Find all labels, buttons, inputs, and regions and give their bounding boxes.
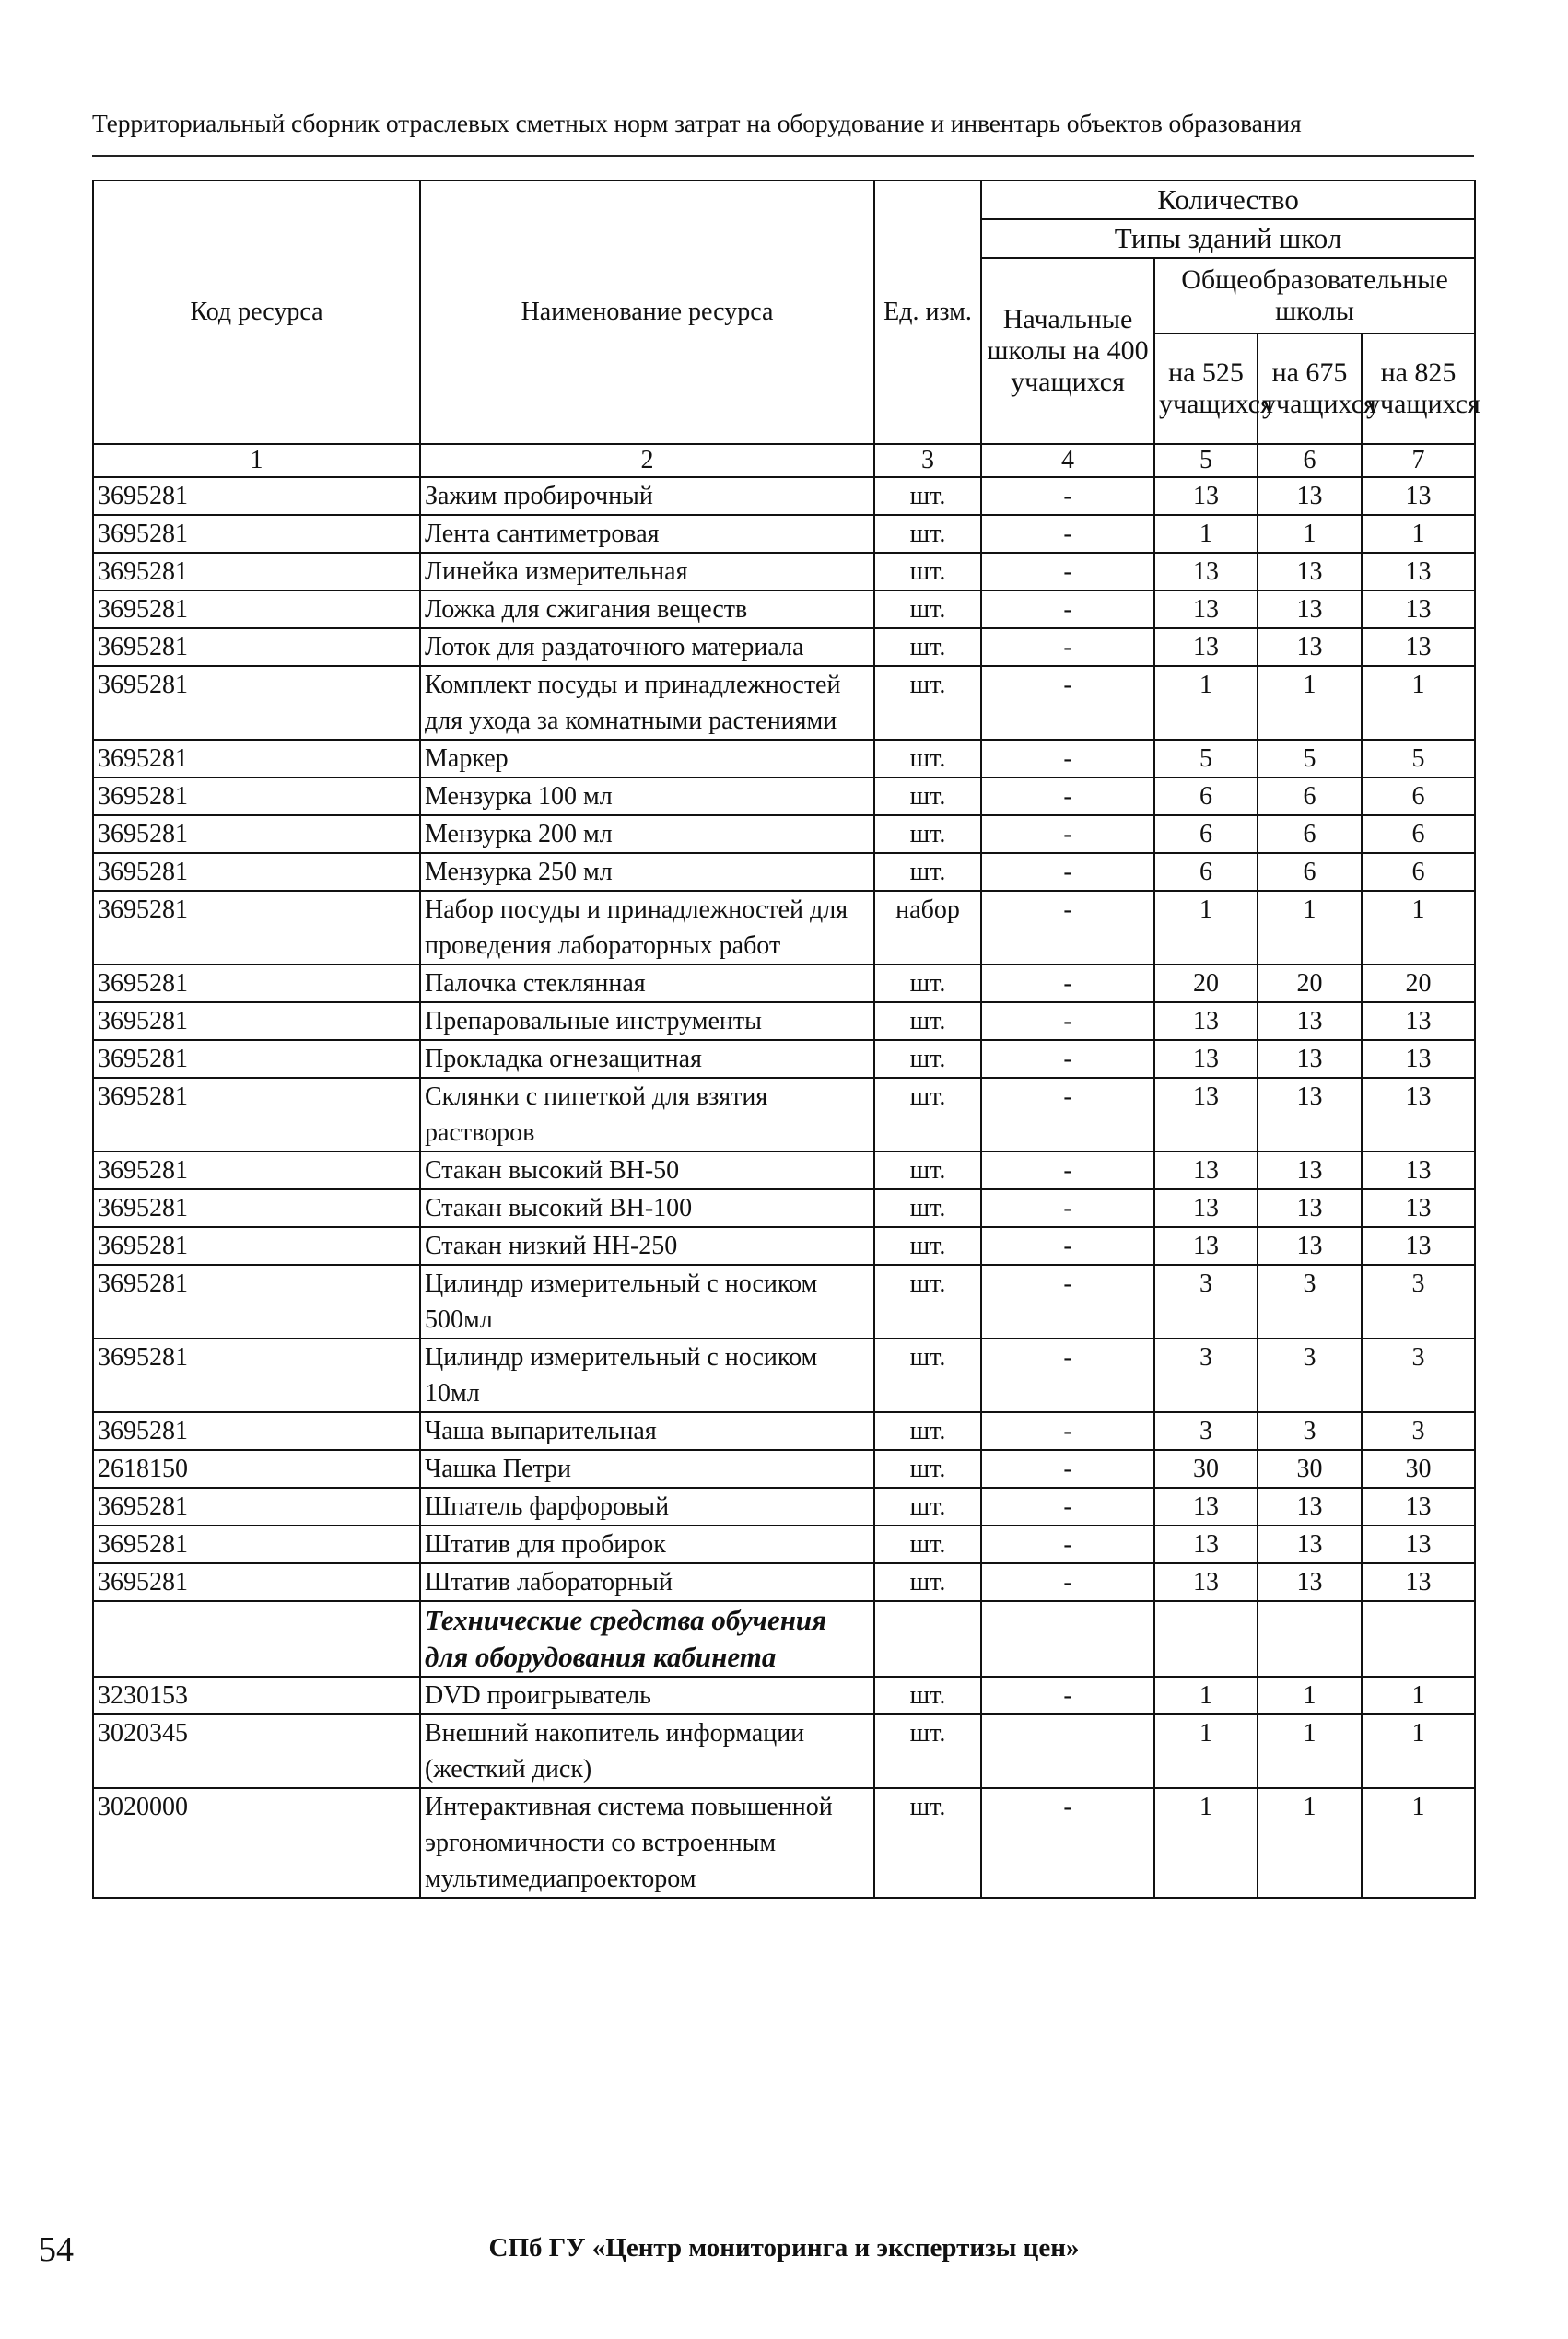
resource-code: 3695281: [93, 891, 420, 965]
header-name: Наименование ресурса: [420, 181, 874, 444]
qty-525-cell: 6: [1154, 778, 1258, 815]
resource-name: Мензурка 100 мл: [420, 778, 874, 815]
qty-525-cell: 1: [1154, 515, 1258, 553]
qty-525-cell: 13: [1154, 1227, 1258, 1265]
qty-400-cell: -: [981, 1677, 1154, 1714]
resource-code: 3695281: [93, 1227, 420, 1265]
qty-825-cell: 1: [1362, 1677, 1475, 1714]
qty-675-cell: 3: [1258, 1412, 1362, 1450]
resource-name: Линейка измерительная: [420, 553, 874, 591]
qty-675-cell: 13: [1258, 628, 1362, 666]
column-number: 6: [1258, 444, 1362, 477]
qty-400-cell: -: [981, 553, 1154, 591]
qty-675-cell: 13: [1258, 477, 1362, 515]
resource-name: Комплект посуды и принадлежностей для ухода за комнатными растениями: [420, 666, 874, 740]
resource-name: Штатив для пробирок: [420, 1526, 874, 1563]
qty-525-cell: 13: [1154, 628, 1258, 666]
qty-825-cell: 5: [1362, 740, 1475, 778]
table-row: [93, 666, 1475, 740]
unit-cell: шт.: [874, 1227, 981, 1265]
qty-525-cell: 13: [1154, 591, 1258, 628]
header-unit: Ед. изм.: [874, 181, 981, 444]
qty-525-cell: 1: [1154, 1677, 1258, 1714]
qty-825-cell: 1: [1362, 515, 1475, 553]
resource-code: 3695281: [93, 628, 420, 666]
qty-825-cell: 6: [1362, 853, 1475, 891]
resource-name: Стакан низкий НН-250: [420, 1227, 874, 1265]
table-row: [93, 740, 1475, 778]
qty-675-cell: 13: [1258, 1227, 1362, 1265]
qty-400-cell: -: [981, 1563, 1154, 1601]
unit-cell: набор: [874, 891, 981, 965]
qty-400-cell: -: [981, 591, 1154, 628]
qty-400-cell: -: [981, 891, 1154, 965]
header-rule: [92, 155, 1474, 157]
qty-825-cell: 1: [1362, 1788, 1475, 1898]
resource-code: 3695281: [93, 815, 420, 853]
qty-400-cell: -: [981, 1040, 1154, 1078]
resource-code: 3695281: [93, 1488, 420, 1526]
resource-code: 3695281: [93, 1339, 420, 1412]
qty-525-cell: 13: [1154, 1189, 1258, 1227]
table-row: [93, 1677, 1475, 1714]
header-675-students: на 675 учащихся: [1258, 333, 1362, 444]
qty-525-cell: 3: [1154, 1412, 1258, 1450]
resource-name: Набор посуды и принадлежностей для проведения лабораторных работ: [420, 891, 874, 965]
qty-675-cell: 1: [1258, 891, 1362, 965]
qty-400-cell: -: [981, 965, 1154, 1002]
qty-400-cell: -: [981, 1526, 1154, 1563]
qty-675-cell: 13: [1258, 553, 1362, 591]
resource-code: 3695281: [93, 1189, 420, 1227]
unit-cell: шт.: [874, 740, 981, 778]
table-row: [93, 1152, 1475, 1189]
qty-400-cell: -: [981, 815, 1154, 853]
table-header: [93, 181, 1480, 477]
qty-525-cell: 6: [1154, 815, 1258, 853]
table-row: [93, 965, 1475, 1002]
resource-code: 3695281: [93, 1002, 420, 1040]
table-row: [93, 591, 1475, 628]
resource-name: Препаровальные инструменты: [420, 1002, 874, 1040]
resource-code: 3695281: [93, 1078, 420, 1152]
unit-cell: шт.: [874, 1078, 981, 1152]
resource-name: DVD проигрыватель: [420, 1677, 874, 1714]
qty-825-cell: 3: [1362, 1265, 1475, 1339]
unit-cell: шт.: [874, 1526, 981, 1563]
qty-675-cell: 13: [1258, 1002, 1362, 1040]
qty-400-cell: -: [981, 1339, 1154, 1412]
unit-cell: шт.: [874, 815, 981, 853]
qty-525-cell: 13: [1154, 1078, 1258, 1152]
qty-525-cell: 13: [1154, 1526, 1258, 1563]
column-number: 1: [93, 444, 420, 477]
table-row: [93, 815, 1475, 853]
table-row: [93, 1227, 1475, 1265]
qty-675-cell: 5: [1258, 740, 1362, 778]
qty-400-cell: [981, 1714, 1154, 1788]
table-row: [93, 1714, 1475, 1788]
resource-code: 3695281: [93, 853, 420, 891]
resource-code: 3695281: [93, 666, 420, 740]
unit-cell: шт.: [874, 778, 981, 815]
column-number: 3: [874, 444, 981, 477]
running-header: Территориальный сборник отраслевых сметных норм затрат на оборудование и инвентарь объектов образования: [92, 109, 1302, 137]
table-body-tech: [93, 1677, 1475, 1898]
qty-525-cell: 13: [1154, 1152, 1258, 1189]
resource-name: Лента сантиметровая: [420, 515, 874, 553]
unit-cell: шт.: [874, 1563, 981, 1601]
unit-cell: шт.: [874, 1788, 981, 1898]
qty-825-cell: 20: [1362, 965, 1475, 1002]
qty-400-cell: -: [981, 1265, 1154, 1339]
unit-cell: шт.: [874, 1339, 981, 1412]
header-825-students: на 825 учащихся: [1362, 333, 1475, 444]
column-number-row: [93, 444, 1475, 477]
qty-675-cell: 6: [1258, 778, 1362, 815]
qty-825-cell: 13: [1362, 1078, 1475, 1152]
resource-code: 3695281: [93, 553, 420, 591]
resource-code: 2618150: [93, 1450, 420, 1488]
resource-code: 3020345: [93, 1714, 420, 1788]
qty-675-cell: 13: [1258, 591, 1362, 628]
resource-code: 3695281: [93, 1040, 420, 1078]
header-code: Код ресурса: [93, 181, 420, 444]
qty-525-cell: 20: [1154, 965, 1258, 1002]
table-row: [93, 891, 1475, 965]
unit-cell: шт.: [874, 591, 981, 628]
resource-code: 3695281: [93, 1563, 420, 1601]
unit-cell: шт.: [874, 477, 981, 515]
unit-cell: шт.: [874, 1189, 981, 1227]
qty-825-cell: 6: [1362, 815, 1475, 853]
resource-name: Чашка Петри: [420, 1450, 874, 1488]
resource-name: Зажим пробирочный: [420, 477, 874, 515]
header-general-schools: Общеобразовательные школы: [1154, 258, 1475, 333]
table-section: [93, 1601, 1475, 1677]
resource-code: 3695281: [93, 778, 420, 815]
unit-cell: шт.: [874, 1265, 981, 1339]
unit-cell: шт.: [874, 515, 981, 553]
resource-code: 3695281: [93, 740, 420, 778]
resource-code: 3695281: [93, 1526, 420, 1563]
qty-825-cell: 13: [1362, 1189, 1475, 1227]
qty-675-cell: 1: [1258, 1714, 1362, 1788]
qty-400-cell: -: [981, 1788, 1154, 1898]
qty-675-cell: 1: [1258, 1788, 1362, 1898]
qty-400-cell: -: [981, 1152, 1154, 1189]
unit-cell: шт.: [874, 965, 981, 1002]
table-row: [93, 853, 1475, 891]
unit-cell: шт.: [874, 1488, 981, 1526]
qty-675-cell: 3: [1258, 1265, 1362, 1339]
qty-525-cell: 13: [1154, 1563, 1258, 1601]
resource-name: Чаша выпарительная: [420, 1412, 874, 1450]
qty-400-cell: -: [981, 515, 1154, 553]
qty-400-cell: -: [981, 1450, 1154, 1488]
qty-825-cell: 13: [1362, 1040, 1475, 1078]
resource-code: 3695281: [93, 591, 420, 628]
footer-text: СПб ГУ «Центр мониторинга и экспертизы цен»: [488, 2233, 1080, 2263]
qty-525-cell: 30: [1154, 1450, 1258, 1488]
qty-525-cell: 13: [1154, 1488, 1258, 1526]
resource-name: Склянки с пипеткой для взятия растворов: [420, 1078, 874, 1152]
qty-675-cell: 13: [1258, 1152, 1362, 1189]
qty-825-cell: 3: [1362, 1412, 1475, 1450]
resource-table: [92, 180, 1480, 1899]
table-row: [93, 1526, 1475, 1563]
unit-cell: шт.: [874, 1002, 981, 1040]
qty-400-cell: -: [981, 853, 1154, 891]
table-row: [93, 1040, 1475, 1078]
qty-825-cell: 13: [1362, 591, 1475, 628]
resource-code: 3695281: [93, 515, 420, 553]
table-row: [93, 515, 1475, 553]
unit-cell: шт.: [874, 628, 981, 666]
unit-cell: шт.: [874, 1040, 981, 1078]
qty-525-cell: 6: [1154, 853, 1258, 891]
resource-name: Шпатель фарфоровый: [420, 1488, 874, 1526]
qty-675-cell: 13: [1258, 1526, 1362, 1563]
resource-name: Лоток для раздаточного материала: [420, 628, 874, 666]
unit-cell: шт.: [874, 1450, 981, 1488]
section-row: [93, 1601, 1475, 1677]
resource-code: 3695281: [93, 965, 420, 1002]
table-row: [93, 1563, 1475, 1601]
header-525-students: на 525 учащихся: [1154, 333, 1258, 444]
section-title: Технические средства обучения для оборудования кабинета: [420, 1601, 874, 1677]
qty-675-cell: 13: [1258, 1078, 1362, 1152]
qty-525-cell: 13: [1154, 1002, 1258, 1040]
qty-525-cell: 5: [1154, 740, 1258, 778]
table-row: [93, 628, 1475, 666]
unit-cell: шт.: [874, 1677, 981, 1714]
resource-name: Внешний накопитель информации (жесткий диск): [420, 1714, 874, 1788]
unit-cell: шт.: [874, 1714, 981, 1788]
table-row: [93, 1189, 1475, 1227]
qty-825-cell: 13: [1362, 1152, 1475, 1189]
header-primary-schools: Начальные школы на 400 учащихся: [981, 258, 1154, 444]
qty-825-cell: 1: [1362, 1714, 1475, 1788]
unit-cell: шт.: [874, 1412, 981, 1450]
column-number: 7: [1362, 444, 1475, 477]
qty-400-cell: -: [981, 628, 1154, 666]
qty-825-cell: 6: [1362, 778, 1475, 815]
table-row: [93, 1788, 1475, 1898]
qty-825-cell: 3: [1362, 1339, 1475, 1412]
resource-code: 3020000: [93, 1788, 420, 1898]
resource-name: Ложка для сжигания веществ: [420, 591, 874, 628]
qty-825-cell: 1: [1362, 666, 1475, 740]
qty-400-cell: -: [981, 1488, 1154, 1526]
qty-825-cell: 30: [1362, 1450, 1475, 1488]
table-row: [93, 1002, 1475, 1040]
qty-675-cell: 13: [1258, 1563, 1362, 1601]
table-row: [93, 778, 1475, 815]
resource-code: 3695281: [93, 1412, 420, 1450]
resource-name: Штатив лабораторный: [420, 1563, 874, 1601]
qty-825-cell: 13: [1362, 1563, 1475, 1601]
unit-cell: шт.: [874, 666, 981, 740]
qty-525-cell: 13: [1154, 1040, 1258, 1078]
qty-675-cell: 20: [1258, 965, 1362, 1002]
table-row: [93, 553, 1475, 591]
qty-400-cell: -: [981, 1002, 1154, 1040]
qty-825-cell: 1: [1362, 891, 1475, 965]
resource-name: Интерактивная система повышенной эргономичности со встроенным мультимедиапроектором: [420, 1788, 874, 1898]
table-row: [93, 1265, 1475, 1339]
table-row: [93, 477, 1475, 515]
resource-name: Маркер: [420, 740, 874, 778]
column-number: 4: [981, 444, 1154, 477]
qty-825-cell: 13: [1362, 477, 1475, 515]
column-number: 5: [1154, 444, 1258, 477]
resource-name: Прокладка огнезащитная: [420, 1040, 874, 1078]
qty-525-cell: 3: [1154, 1339, 1258, 1412]
resource-name: Стакан высокий ВН-50: [420, 1152, 874, 1189]
qty-675-cell: 6: [1258, 853, 1362, 891]
resource-name: Цилиндр измерительный с носиком 10мл: [420, 1339, 874, 1412]
qty-400-cell: -: [981, 778, 1154, 815]
unit-cell: шт.: [874, 1152, 981, 1189]
qty-675-cell: 1: [1258, 1677, 1362, 1714]
qty-525-cell: 13: [1154, 553, 1258, 591]
qty-675-cell: 13: [1258, 1488, 1362, 1526]
table-row: [93, 1450, 1475, 1488]
qty-825-cell: 13: [1362, 1002, 1475, 1040]
table-row: [93, 1488, 1475, 1526]
qty-675-cell: 1: [1258, 666, 1362, 740]
resource-code: 3695281: [93, 477, 420, 515]
header-building-types: Типы зданий школ: [981, 219, 1475, 258]
qty-525-cell: 1: [1154, 891, 1258, 965]
qty-400-cell: -: [981, 1227, 1154, 1265]
qty-525-cell: 3: [1154, 1265, 1258, 1339]
unit-cell: шт.: [874, 853, 981, 891]
qty-825-cell: 13: [1362, 1488, 1475, 1526]
qty-525-cell: 1: [1154, 1714, 1258, 1788]
table-row: [93, 1078, 1475, 1152]
qty-525-cell: 1: [1154, 1788, 1258, 1898]
resource-name: Палочка стеклянная: [420, 965, 874, 1002]
qty-825-cell: 13: [1362, 553, 1475, 591]
resource-code: 3230153: [93, 1677, 420, 1714]
resource-code: 3695281: [93, 1152, 420, 1189]
resource-name: Мензурка 250 мл: [420, 853, 874, 891]
qty-825-cell: 13: [1362, 628, 1475, 666]
qty-400-cell: -: [981, 666, 1154, 740]
qty-400-cell: -: [981, 1078, 1154, 1152]
table-row: [93, 1412, 1475, 1450]
qty-400-cell: -: [981, 477, 1154, 515]
qty-675-cell: 3: [1258, 1339, 1362, 1412]
qty-400-cell: -: [981, 1412, 1154, 1450]
resource-name: Мензурка 200 мл: [420, 815, 874, 853]
table-body-main: [93, 477, 1475, 1601]
qty-400-cell: -: [981, 740, 1154, 778]
resource-name: Цилиндр измерительный с носиком 500мл: [420, 1265, 874, 1339]
qty-675-cell: 6: [1258, 815, 1362, 853]
qty-825-cell: 13: [1362, 1526, 1475, 1563]
qty-675-cell: 13: [1258, 1189, 1362, 1227]
header-quantity: Количество: [981, 181, 1475, 219]
page-number: 54: [39, 2230, 74, 2269]
qty-675-cell: 13: [1258, 1040, 1362, 1078]
qty-525-cell: 1: [1154, 666, 1258, 740]
resource-name: Стакан высокий ВН-100: [420, 1189, 874, 1227]
qty-825-cell: 13: [1362, 1227, 1475, 1265]
resource-code: 3695281: [93, 1265, 420, 1339]
column-number: 2: [420, 444, 874, 477]
qty-675-cell: 30: [1258, 1450, 1362, 1488]
unit-cell: шт.: [874, 553, 981, 591]
qty-400-cell: -: [981, 1189, 1154, 1227]
qty-525-cell: 13: [1154, 477, 1258, 515]
table-row: [93, 1339, 1475, 1412]
qty-675-cell: 1: [1258, 515, 1362, 553]
